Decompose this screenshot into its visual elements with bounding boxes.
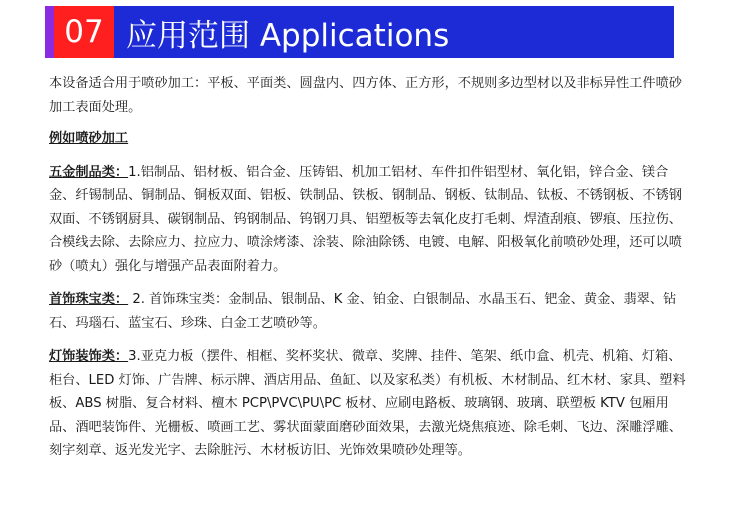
section-banner — [45, 6, 674, 58]
section-hardware — [49, 161, 694, 279]
section-lighting-text: 3.亚克力板（摆件、相框、奖杯奖状、微章、奖牌、挂件、笔架、纸巾盒、机壳、机箱、灯箱、柜台、LED 灯饰、广告牌、标示牌、酒店用品、鱼缸、以及家私类）有机板、木材制品、红木材、家具、塑料板、ABS 树脂、复合材料、檀木 PCP\PVC\PU\PC 板材、应刷电路板、玻璃钢、玻璃、联塑板 KTV 包厢用品、酒吧装饰件、光栅板、喷画工艺、雾状面蒙面磨砂面效果，去激光烧焦痕迹、除毛刺、飞边、深雕浮雕、刻字刻章、返光发光字、去除脏污、木材板访旧、光饰效果喷砂处理等。 — [49, 349, 686, 458]
section-lighting-label: 灯饰装饰类： — [49, 349, 129, 364]
intro-paragraph: 本设备适合用于喷砂加工：平板、平面类、圆盘内、四方体、正方形，不规则多边型材以及非标异性工件喷砂加工表面处理。 — [49, 76, 682, 115]
section-jewelry — [49, 288, 694, 335]
section-number: 07 — [54, 6, 114, 58]
section-hardware-text: 1.铝制品、铝材板、铝合金、压铸铝、机加工铝材、车件扣件铝型材、氧化铝，锌合金、镁合金、纤锡制品、铜制品、铜板双面、铝板、铁制品、铁板、钢制品、钢板、钛制品、钛板、不锈钢板、不锈钢双面、不锈钢厨具、碳钢制品、钨钢制品、钨钢刀具、铝塑板等去氧化皮打毛刺、焊渣刮痕、锣痕、压拉伤、合模线去除、去除应力、拉应力、喷涂烤漆、涂装、除油除锈、电镀、电解、阳极氧化前喷砂处理，还可以喷砂（喷丸）强化与增强产品表面附着力。 — [49, 164, 682, 274]
section-jewelry-label: 首饰珠宝类： — [49, 292, 129, 307]
section-jewelry-text: 2. 首饰珠宝类：金制品、银制品、K 金、铂金、白银制品、水晶玉石、钯金、黄金、翡翠、钻石、玛瑙石、蓝宝石、珍珠、白金工艺喷砂等。 — [49, 292, 677, 331]
banner-accent-bar — [45, 6, 54, 58]
section-title: 应用范围 Applications — [126, 17, 450, 54]
example-heading: 例如喷砂加工 — [49, 131, 129, 146]
section-lighting — [49, 345, 694, 463]
section-hardware-label: 五金制品类： — [49, 164, 129, 180]
content-body — [49, 72, 694, 473]
